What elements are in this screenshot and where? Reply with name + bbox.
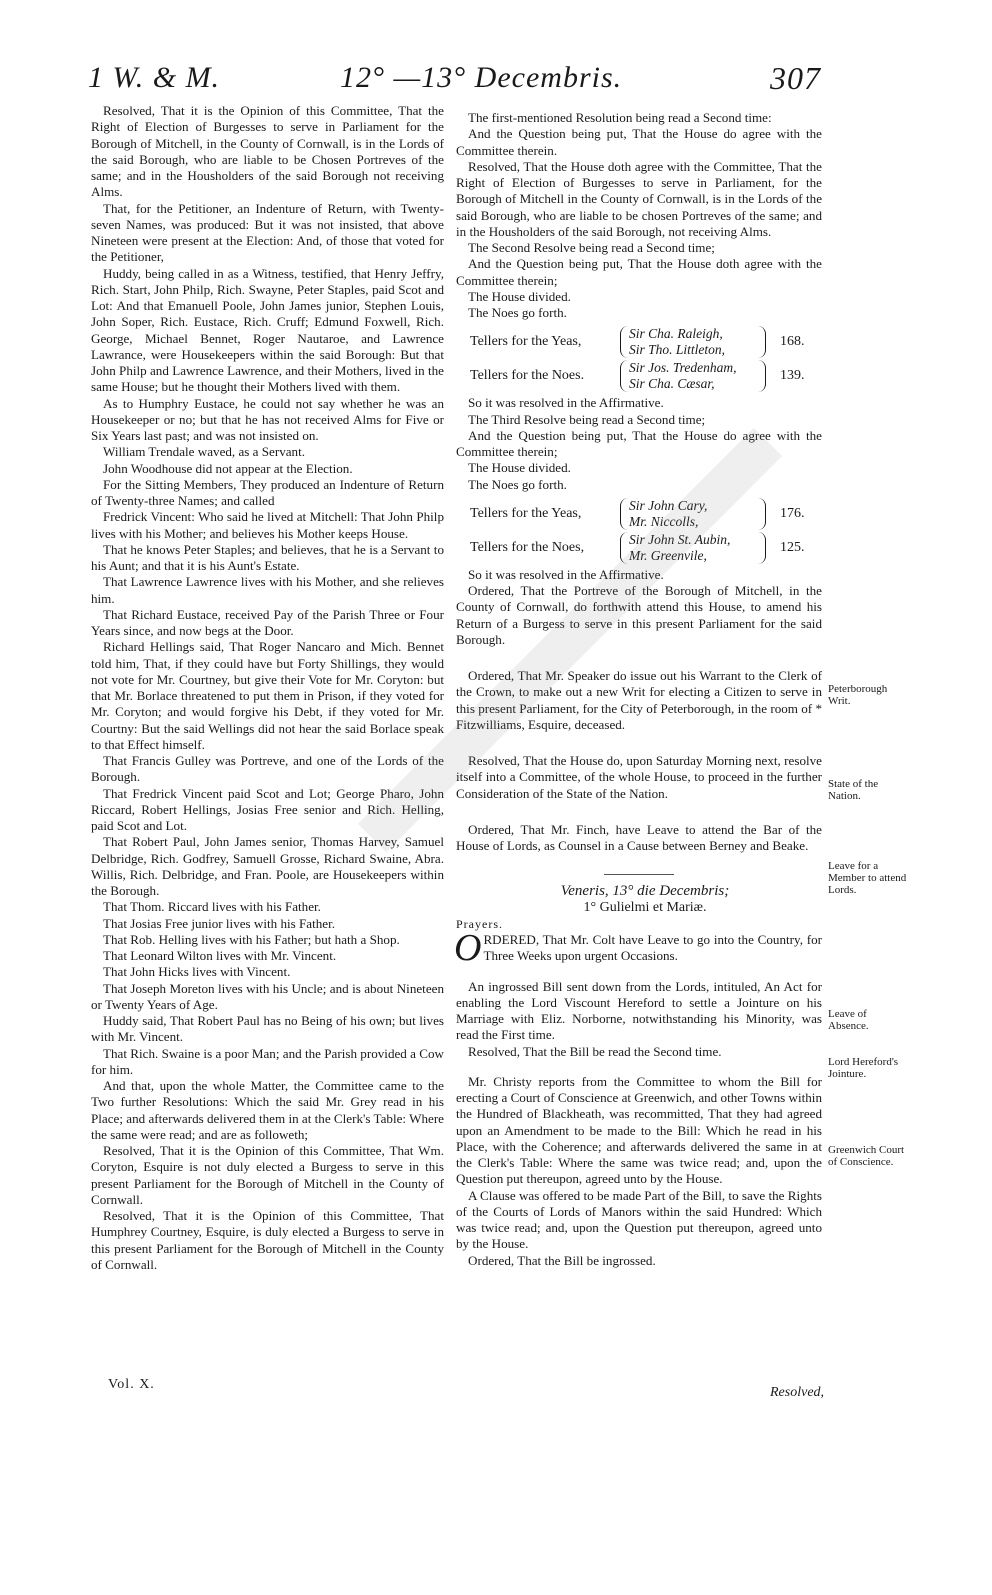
left-paragraph: That Leonard Wilton lives with Mr. Vincent. xyxy=(103,948,337,963)
finch-leave-order: Ordered, That Mr. Finch, have Leave to attend the Bar of the House of Lords, as Counsel in a Cause between Berney and Beake. xyxy=(456,821,822,853)
left-paragraph: That Francis Gulley was Portreve, and one of the Lords of the Borough. xyxy=(91,753,444,785)
teller-name: Mr. Niccolls, xyxy=(629,513,699,529)
colt-leave-order xyxy=(454,927,822,969)
tellers-count: 139. xyxy=(780,368,805,384)
colt-leave-text: RDERED, That Mr. Colt have Leave to go into the Country, for Three Weeks upon urgent Occasions. xyxy=(483,932,822,964)
left-paragraph: That Fredrick Vincent paid Scot and Lot; George Pharo, John Riccard, Robert Hellings, Josias Free senior and Rich. Helling, paid Scot and Lot. xyxy=(91,785,444,833)
right-paragraph: And the Question being put, That the House doth agree with the Committee therein; xyxy=(456,256,822,288)
ingrossed-bill-entry: An ingrossed Bill sent down from the Lords, intituled, An Act for enabling the Lord Viscount Hereford to settle a Jointure on his Marriage with Eliz. Norborne, notwithstanding his Minority, was read the First time. xyxy=(456,978,822,1043)
right-paragraph: And the Question being put, That the House do agree with the Committee therein; xyxy=(456,427,822,459)
right-paragraph: Resolved, That the House doth agree with the Committee, That the Right of Election of Burgesses to serve in Parliament, for the Borough of Mitchell in the County of Cornwall, is in the Lords of the said Borough, who are liable to be chosen Portreves of the same; and in the Housholders of the said Borough, not receiving Alms. xyxy=(456,158,822,239)
left-paragraph: And that, upon the whole Matter, the Committee came to the Two further Resolutions: Which the said Mr. Grey read in his Place; and afterwards delivered them in at the Clerk's Table: Where the same were read; and are as followeth; xyxy=(91,1078,444,1142)
tellers-names xyxy=(620,360,766,392)
teller-name: Sir Jos. Tredenham, xyxy=(629,360,737,376)
page-number: 307 xyxy=(770,60,821,96)
margin-note-state: State of the Nation. xyxy=(828,778,879,802)
tellers-count: 176. xyxy=(780,505,805,521)
left-paragraph: That Thom. Riccard lives with his Father. xyxy=(103,899,321,915)
right-paragraph: The first-mentioned Resolution being read a Second time: xyxy=(468,110,772,125)
tellers-label: Tellers for the Yeas, xyxy=(470,334,582,350)
left-paragraph: Resolved, That it is the Opinion of this Committee, That Humphrey Courtney, Esquire, is duly elected a Burgess to serve in this present Parliament for the Borough of Mitchell in the County of Cornwall. xyxy=(91,1208,444,1272)
second-reading-resolution: Resolved, That the Bill be read the Second time. xyxy=(468,1043,722,1059)
left-paragraph: Fredrick Vincent: Who said he lived at Mitchell: That John Philp lives with his Mother; and believes his Mother keeps House. xyxy=(91,509,444,541)
tellers-row xyxy=(456,497,822,531)
section-rule xyxy=(604,874,674,875)
margin-note-hereford: Lord Hereford's Jointure. xyxy=(828,1056,899,1080)
left-paragraph: That John Hicks lives with Vincent. xyxy=(103,964,291,980)
left-paragraph: William Trendale waved, as a Servant. xyxy=(103,444,306,460)
left-paragraph: That Rich. Swaine is a poor Man; and the Parish provided a Cow for him. xyxy=(91,1045,444,1077)
section-subtitle: 1° Gulielmi et Mariæ. xyxy=(583,899,707,915)
right-paragraph: The Third Resolve being read a Second time; xyxy=(468,411,706,427)
left-paragraph: Resolved, That it is the Opinion of this Committee, That Wm. Coryton, Esquire is not duly elected a Burgess to serve in this present Parliament for the Borough of Mitchell in the County of Cornwall. xyxy=(91,1143,444,1207)
division-block-1 xyxy=(456,110,822,321)
tellers-row xyxy=(456,359,822,393)
catchword: Resolved, xyxy=(770,1385,825,1400)
teller-name: Sir Tho. Littleton, xyxy=(629,342,726,358)
drop-cap: O xyxy=(454,927,482,969)
left-paragraph: Huddy, being called in as a Witness, testified, that Henry Jeffry, Rich. Start, John Philp, Rich. Swayne, Peter Staples, paid Scot and Lot: And that Emanuell Poole, John James junior, Stephen Louis, John Soper, Rich. Eustace, Rich. Cruff; Edmund Foxwell, Rich. George, Michael Bennet, Roger Nautaroe, and Lawrence Lawrance, were Housekeepers within the said Borough: But that John Philp and Lawrence Lawrence, and their Mothers, lived in the same House; but he thought their Mothers lived with them. xyxy=(91,265,444,395)
left-paragraph: That Richard Eustace, received Pay of the Parish Three or Four Years since, and now begs at the Door. xyxy=(91,606,444,638)
tellers-count: 168. xyxy=(780,334,805,350)
margin-note-leave-member: Leave for a Member to attend Lords. xyxy=(828,860,907,896)
teller-name: Sir Cha. Raleigh, xyxy=(629,326,723,342)
clause-entry: A Clause was offered to be made Part of the Bill, to save the Rights of the Courts of Lords of Manors within the said Hundred: Which was twice read; and, upon the Question put thereupon, agreed unto by the House. xyxy=(456,1187,822,1252)
tellers-row xyxy=(456,325,822,359)
left-paragraph: That Robert Paul, John James senior, Thomas Harvey, Samuel Delbridge, Rich. Godfrey, Samuell Grosse, Richard Swaine, Abra. Willis, Rich. Delbridge, and Fran. Poole, are Housekeepers within the Borough. xyxy=(91,834,444,898)
right-paragraph: The Noes go forth. xyxy=(468,305,567,320)
right-paragraph: Ordered, That the Portreve of the Borough of Mitchell, in the County of Cornwall, do forthwith attend this House, to amend his Return of a Burgess to serve in this present Parliament for the said Borough. xyxy=(456,583,822,647)
tellers-names xyxy=(620,326,766,358)
margin-note-peterborough: Peterborough Writ. xyxy=(828,683,888,707)
left-paragraph: For the Sitting Members, They produced an Indenture of Return of Twenty-three Names; and called xyxy=(91,476,444,508)
tellers-table-1 xyxy=(456,325,822,393)
left-column xyxy=(91,103,444,1273)
left-paragraph: John Woodhouse did not appear at the Election. xyxy=(103,460,353,476)
margin-note-greenwich: Greenwich Court of Conscience. xyxy=(828,1144,905,1168)
prayers-heading: Prayers. xyxy=(456,916,503,931)
margin-note-absence: Leave of Absence. xyxy=(828,1008,869,1032)
running-header xyxy=(0,58,992,108)
right-paragraph: The Noes go forth. xyxy=(468,476,567,492)
right-paragraph: The House divided. xyxy=(468,460,571,476)
tellers-label: Tellers for the Yeas, xyxy=(470,505,582,521)
left-paragraph: Resolved, That it is the Opinion of this Committee, That the Right of Election of Burgesses to serve in Parliament for the Borough of Mitchell, in the County of Cornwall, is in the Lords of the said Borough, who are liable to be Chosen Portreves of the same; and in the Housholders of the said Borough not receiving Alms. xyxy=(91,103,444,200)
teller-name: Sir John St. Aubin, xyxy=(629,531,731,547)
left-paragraph: Richard Hellings said, That Roger Nancaro and Mich. Bennet told him, That, if they could have but Forty Shillings, they would not vote for Mr. Courtney, but give their Vote for Mr. Coryton: but that Mr. Borlace threatened to put them in Prison, if they voted for Mr. Coryton; and would forgive his Debt, if they voted for Mr. Courtny: But the said Wellings did not hear the said Borlace speak to that Effect himself. xyxy=(91,639,444,752)
volume-footer: Vol. X. xyxy=(108,1377,155,1392)
teller-name: Sir Cha. Cæsar, xyxy=(629,376,715,392)
tellers-label: Tellers for the Noes. xyxy=(470,368,585,384)
header-dates: 12° —13° Decembris. xyxy=(340,61,623,94)
left-paragraph: That Joseph Moreton lives with his Uncle; and is about Nineteen or Twenty Years of Age. xyxy=(91,980,444,1012)
right-paragraph: The House divided. xyxy=(468,288,571,304)
left-paragraph: That Josias Free junior lives with his Father. xyxy=(103,915,336,931)
teller-name: Mr. Greenvile, xyxy=(629,547,707,563)
peterborough-writ-order: Ordered, That Mr. Speaker do issue out his Warrant to the Clerk of the Crown, to make out a new Writ for electing a Citizen to serve in this present Parliament, for the City of Peterborough, in the room of * Fitzwilliams, Esquire, deceased. xyxy=(456,668,822,732)
christy-report: Mr. Christy reports from the Committee to whom the Bill for erecting a Court of Conscience at Greenwich, and other Towns within the Hundred of Blackheath, was recommitted, That they had agreed upon an Amendment to be made to the Bill: Which he read in his Place, with the Coherence; and afterwards delivered the same in at the Clerk's Table: Where the same was twice read; and, upon the Question put thereupon, agreed unto by the House. xyxy=(456,1073,822,1187)
right-paragraph: The Second Resolve being read a Second time; xyxy=(468,240,715,255)
state-of-nation-resolution: Resolved, That the House do, upon Saturday Morning next, resolve itself into a Committee, of the whole House, to proceed in the further Consideration of the State of the Nation. xyxy=(456,753,822,801)
tellers-count: 125. xyxy=(780,539,805,555)
left-paragraph: Huddy said, That Robert Paul has no Being of his own; but lives with Mr. Vincent. xyxy=(91,1013,444,1045)
left-paragraph: That Rob. Helling lives with his Father; but hath a Shop. xyxy=(103,931,400,947)
left-paragraph: That Lawrence Lawrence lives with his Mother, and she relieves him. xyxy=(91,574,444,606)
left-paragraph: That, for the Petitioner, an Indenture of Return, with Twenty-seven Names, was produced: But it was not insisted, that above Nineteen were present at the Election: And, of those that voted for the Petitioner, xyxy=(91,200,444,265)
teller-name: Sir John Cary, xyxy=(629,497,708,513)
section-title: Veneris, 13° die Decembris; xyxy=(560,883,730,900)
right-paragraph: So it was resolved in the Affirmative. xyxy=(468,566,664,582)
header-regnal-year: 1 W. & M. xyxy=(88,61,221,94)
left-paragraph: That he knows Peter Staples; and believes, that he is a Servant to his Aunt; and that it is his Aunt's Estate. xyxy=(91,541,444,573)
right-paragraph: And the Question being put, That the House do agree with the Committee therein. xyxy=(456,126,822,158)
tellers-label: Tellers for the Noes, xyxy=(470,539,585,555)
right-paragraph: So it was resolved in the Affirmative. xyxy=(468,395,664,411)
left-paragraph: As to Humphry Eustace, he could not say whether he was an Housekeeper or no; but that he has not received Alms for Five or Six Years last past; and was not insisted on. xyxy=(91,395,444,443)
ingrossed-order: Ordered, That the Bill be ingrossed. xyxy=(468,1252,656,1268)
